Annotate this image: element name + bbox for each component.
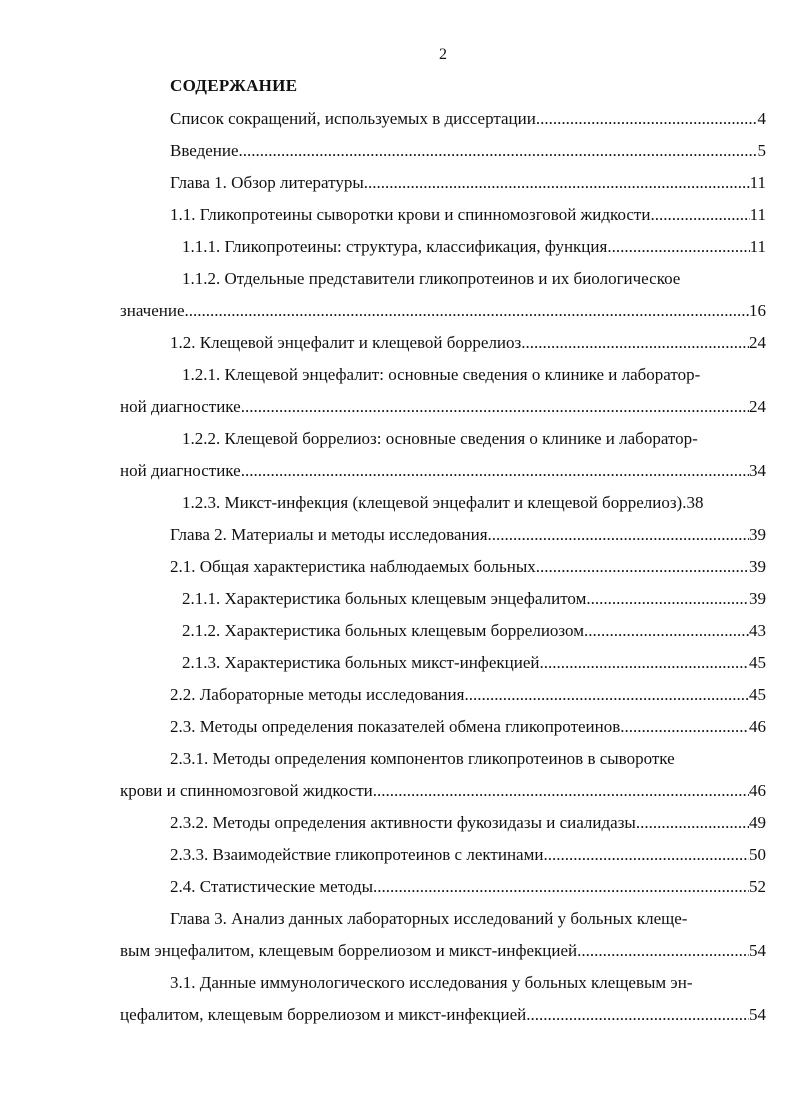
toc-leader-dots [488, 524, 749, 546]
toc-leader-dots [521, 332, 749, 354]
toc-entry-page: 52 [749, 877, 766, 896]
toc-entry-page: 34 [749, 461, 766, 480]
toc-entry [120, 940, 766, 962]
toc-leader-dots [543, 844, 749, 866]
toc-entry-text: 2.1.1. Характеристика больных клещевым энцефалитом [182, 589, 587, 608]
toc-leader-dots [636, 812, 749, 834]
toc-entry-text: Введение [170, 141, 239, 160]
toc-entry-text: Глава 1. Обзор литературы [170, 173, 364, 192]
toc-entry [170, 524, 766, 546]
toc-entry-page: 54 [749, 941, 766, 960]
page-number: 2 [439, 46, 447, 63]
toc-entry-text-line1: 1.1.2. Отдельные представители гликопротеинов и их биологическое [182, 269, 681, 288]
toc-entry-page: 11 [749, 205, 766, 224]
toc-leader-dots [364, 172, 750, 194]
toc-entry [120, 780, 766, 802]
toc-entry [170, 556, 766, 578]
toc-entry-text-line1: 1.2.2. Клещевой боррелиоз: основные сведения о клинике и лаборатор- [182, 429, 698, 448]
toc-entry-page: 46 [749, 717, 766, 736]
toc-leader-dots [526, 1004, 749, 1026]
toc-entry-text-line1: 3.1. Данные иммунологического исследования у больных клещевым эн- [170, 973, 693, 992]
toc-entry-page: 16 [749, 301, 766, 320]
toc-leader-dots [584, 620, 749, 642]
toc-entry [170, 140, 766, 162]
toc-entry [182, 652, 766, 674]
page-title: СОДЕРЖАНИЕ [170, 76, 298, 95]
toc-leader-dots [607, 236, 749, 258]
toc-entry-page: 11 [749, 237, 766, 256]
toc-entry-page: 45 [749, 653, 766, 672]
toc-entry-page: 39 [749, 589, 766, 608]
toc-entry [170, 844, 766, 866]
toc-entry [170, 684, 766, 706]
toc-entry-text: 2.1. Общая характеристика наблюдаемых больных [170, 557, 536, 576]
toc-entry-text: 2.3. Методы определения показателей обмена гликопротеинов [170, 717, 621, 736]
toc-entry-text: 2.3.2. Методы определения активности фукозидазы и сиалидазы [170, 813, 636, 832]
toc-entry [120, 396, 766, 418]
toc-entry-text: вым энцефалитом, клещевым боррелиозом и микст-инфекцией [120, 941, 578, 960]
toc-leader-dots [577, 940, 749, 962]
toc-entry-page: 24 [749, 333, 766, 352]
toc-leader-dots [373, 876, 749, 898]
toc-entry-text: 1.1. Гликопротеины сыворотки крови и спинномозговой жидкости [170, 205, 651, 224]
toc-entry-page: 24 [749, 397, 766, 416]
toc-entry-page: 11 [749, 173, 766, 192]
toc-leader-dots [586, 588, 749, 610]
toc-entry-text-line1: Глава 3. Анализ данных лабораторных исследований у больных клеще- [170, 909, 688, 928]
toc-leader-dots [373, 780, 749, 802]
toc-entry [170, 108, 766, 130]
toc-entry-page: 54 [749, 1005, 766, 1024]
toc-entry-text: ной диагностике [120, 461, 241, 480]
toc-leader-dots [464, 684, 749, 706]
toc-entry-text: 1.2.3. Микст-инфекция (клещевой энцефалит и клещевой боррелиоз). [182, 493, 687, 512]
toc-leader-dots [650, 204, 749, 226]
toc-entry-page: 4 [757, 109, 766, 128]
toc-leader-dots [539, 652, 749, 674]
toc-entry-text-line1: 1.2.1. Клещевой энцефалит: основные сведения о клинике и лаборатор- [182, 365, 701, 384]
toc-entry [182, 620, 766, 642]
toc-entry [182, 236, 766, 258]
toc-entry-text: 2.1.2. Характеристика больных клещевым боррелиозом [182, 621, 584, 640]
toc-entry-page: 43 [749, 621, 766, 640]
toc-entry [170, 172, 766, 194]
toc-leader-dots [241, 396, 749, 418]
toc-entry [170, 812, 766, 834]
toc-entry-page: 39 [749, 525, 766, 544]
toc-entry [182, 492, 766, 514]
toc-entry [120, 300, 766, 322]
toc-entry-page: 49 [749, 813, 766, 832]
toc-entry-page: 38 [686, 493, 704, 512]
toc-entry-text: цефалитом, клещевым боррелиозом и микст-инфекцией [120, 1005, 527, 1024]
toc-entry-text: 1.2. Клещевой энцефалит и клещевой боррелиоз [170, 333, 522, 352]
toc-entry-page: 50 [749, 845, 766, 864]
toc-entry-text: крови и спинномозговой жидкости [120, 781, 373, 800]
toc-leader-dots [536, 108, 758, 130]
toc-entry-text: значение [120, 301, 185, 320]
toc-leader-dots [241, 460, 749, 482]
toc-entry [170, 204, 766, 226]
toc-entry [120, 460, 766, 482]
toc-entry-text: 1.1.1. Гликопротеины: структура, классификация, функция [182, 237, 608, 256]
toc-entry [182, 588, 766, 610]
toc-entry-text: 2.4. Статистические методы [170, 877, 374, 896]
toc-entry-page: 45 [749, 685, 766, 704]
toc-leader-dots [536, 556, 749, 578]
toc-leader-dots [620, 716, 749, 738]
toc-entry-text: 2.1.3. Характеристика больных микст-инфекцией [182, 653, 540, 672]
toc-entry [120, 1004, 766, 1026]
toc-entry-page: 5 [757, 141, 766, 160]
toc-entry [170, 332, 766, 354]
toc-entry-text: 2.2. Лабораторные методы исследования [170, 685, 465, 704]
toc-entry-text: Глава 2. Материалы и методы исследования [170, 525, 488, 544]
toc-entry-text-line1: 2.3.1. Методы определения компонентов гликопротеинов в сыворотке [170, 749, 675, 768]
toc-entry [170, 876, 766, 898]
toc-entry-page: 39 [749, 557, 766, 576]
toc-entry-text: 2.3.3. Взаимодействие гликопротеинов с лектинами [170, 845, 544, 864]
toc-entry-text: Список сокращений, используемых в диссертации [170, 109, 536, 128]
toc-entry-text: ной диагностике [120, 397, 241, 416]
toc-entry-page: 46 [749, 781, 766, 800]
toc-leader-dots [239, 140, 758, 162]
toc-entry [170, 716, 766, 738]
toc-leader-dots [185, 300, 749, 322]
